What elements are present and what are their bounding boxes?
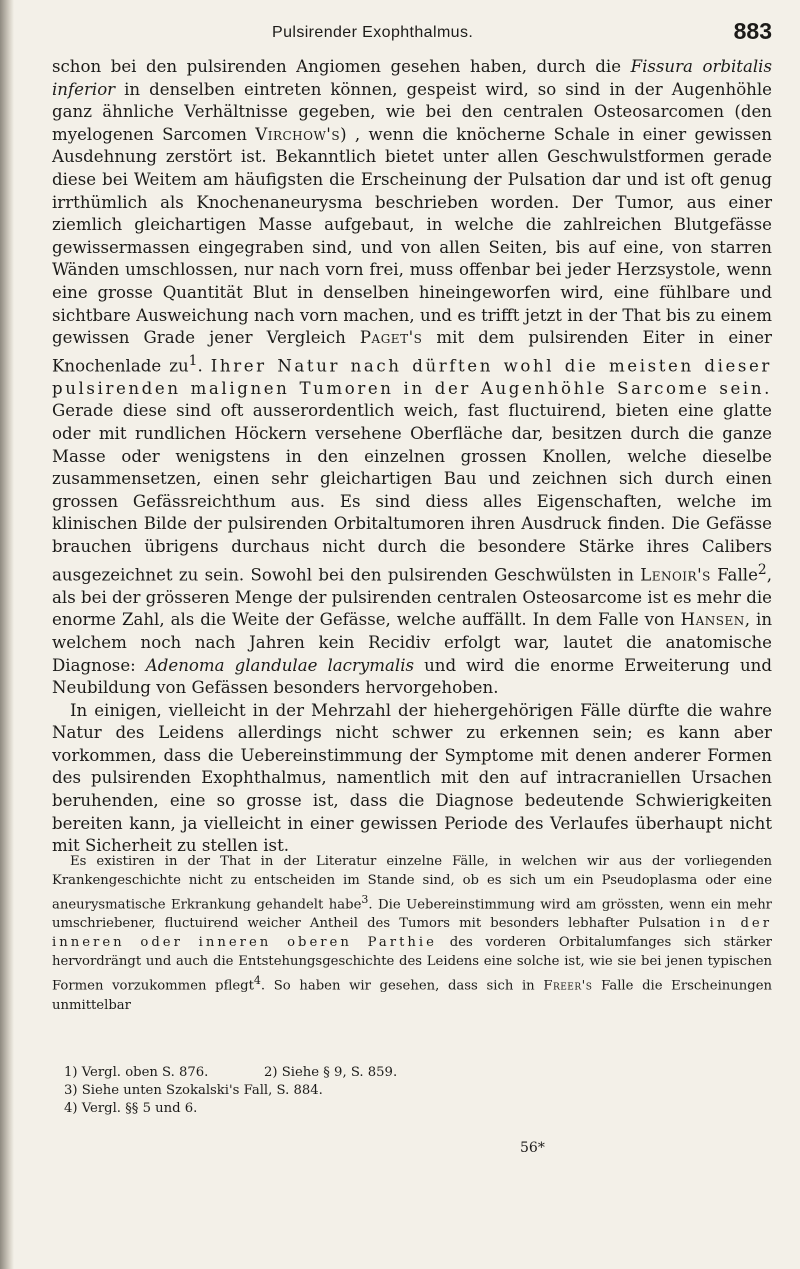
- footnote-ref-3: 3: [361, 893, 369, 906]
- author-name: Hansen: [680, 610, 745, 630]
- small-paragraph: Es existiren in der That in der Literatur einzelne Fälle, in welchen wir aus der vorliegenden Krankengeschichte nicht zu entscheiden im Stande sind, ob es sich um ein Pseudoplasma oder eine aneurysmatische Erkrankung gehandelt habe$^3$. Die Uebereinstimmung wird am grössten, wenn ein mehr umschriebener, fluctuirend weicher Antheil des Tumors mit besonders lebhafter Pulsation in der inneren oder inneren oberen Parthie des vorderen Orbitalumfanges sich stärker hervordrängt und auch die Entstehungsgeschichte des Leidens eine solche ist, wie sie bei jenen typischen Formen vorzukommen pflegt$^4$. So haben wir gesehen, dass sich in Freer's Falle die Erscheinungen unmittelbar: [52, 854, 773, 1013]
- diagnosis-term: Adenoma glandulae lacrymalis: [145, 655, 415, 675]
- emphasized-sentence: Ihrer Natur nach dürften wohl die meisten dieser pulsirenden malignen Tumoren in der Augenhöhle Sarcome sein.: [52, 356, 772, 398]
- main-text: [52, 56, 772, 858]
- sheet-signature: 56*: [520, 1140, 545, 1156]
- paragraph-1: schon bei den pulsirenden Angiomen gesehen haben, durch die Fissura orbitalis inferior in denselben eintreten können, gespeist wird, so sind in der Augenhöhle ganz ähnliche Verhältnisse gegeben, wie bei den centralen Osteosarcomen (den myelogenen Sarcomen Virchow's) , wenn die knöcherne Schale in einer gewissen Ausdehnung zerstört ist. Bekanntlich bietet unter allen Geschwulstformen gerade diese bei Weitem am häufigsten die Erscheinung der Pulsation dar und ist oft genug irrthümlich als Knochenaneurysma beschrieben worden. Der Tumor, aus einer ziemlich gleichartigen Masse aufgebaut, in welche die zahlreichen Blutgefässe gewissermassen eingegraben sind, und von allen Seiten, bis auf eine, von starren Wänden umschlossen, nur nach vorn frei, muss offenbar bei jeder Herzsystole, wenn eine grosse Quantität Blut in denselben hineingeworfen wird, eine fühlbare und sichtbare Ausweichung nach vorn machen, und es trifft jetzt in der That bis zu einem gewissen Grade jener Vergleich Paget's mit dem pulsirenden Eiter in einer Knochenlade $zu^1$. Ihrer Natur nach dürften wohl die meisten dieser pulsirenden malignen Tumoren in der Augenhöhle Sarcome sein. Gerade diese sind oft ausserordentlich weich, fast fluctuirend, bieten eine glatte oder mit rundlichen Höckern versehene Oberfläche dar, besitzen durch die ganze Masse oder wenigstens in den einzelnen grossen Knollen, welche dieselbe zusammensetzen, einen sehr gleichartigen Bau und zeichnen sich durch einen grossen Gefässreichthum aus. Es sind diess alles Eigenschaften, welche im klinischen Bilde der pulsirenden Orbitaltumoren ihren Ausdruck finden. Die Gefässe brauchen übrigens durchaus nicht durch die besondere Stärke ihres Calibers ausgezeichnet zu sein. Sowohl bei den pulsirenden Geschwülsten in Lenoir's Falle$^2$, als bei der grösseren Menge der pulsirenden centralen Osteosarcome ist es mehr die enorme Zahl, als die Weite der Gefässe, welche auffällt. In dem Falle von Hansen, in welchem noch nach Jahren kein Recidiv erfolgt war, lautet die anatomische Diagnose: Adenoma glandulae lacrymalis und wird die enorme Erweiterung und Neubildung von Gefässen besonders hervorgehoben.: [52, 57, 773, 698]
- footnote-ref-4: 4: [253, 974, 261, 988]
- author-name: Virchow's: [255, 124, 341, 144]
- running-title: Pulsirender Exophthalmus.: [272, 24, 474, 41]
- emphasized-phrase: in der inneren oder inneren oberen Parthie: [52, 916, 772, 951]
- small-print-section: [52, 852, 772, 1015]
- footnote-4: 4) Vergl. §§ 5 und 6.: [64, 1101, 198, 1116]
- author-name: Freer's: [543, 978, 593, 994]
- paragraph-2: In einigen, vielleicht in der Mehrzahl der hiehergehörigen Fälle dürfte die wahre Natur des Leidens allerdings nicht schwer zu erkennen sein; es kann aber vorkommen, dass die Uebereinstimmung der Symptome mit denen anderer Formen des pulsirenden Exophthalmus, namentlich mit den auf intracraniellen Ursachen beruhenden, eine so grosse ist, dass die Diagnose bedeutende Schwierigkeiten bereiten kann, ja vielleicht in einer gewissen Periode des Verlaufes überhaupt nicht mit Sicherheit zu stellen ist.: [52, 700, 772, 856]
- author-name: Paget's: [359, 328, 423, 348]
- page-number: 883: [733, 18, 772, 44]
- footnote-ref-2: 2: [757, 561, 767, 578]
- footnote-1: 1) Vergl. oben S. 876.: [64, 1065, 209, 1080]
- footnote-ref-1: 1: [188, 352, 198, 369]
- footnote-row: [64, 1064, 764, 1082]
- page-binding-edge: [0, 0, 14, 1269]
- author-name: Lenoir's: [640, 565, 711, 585]
- running-head: [52, 12, 772, 52]
- footnote-3: 3) Siehe unten Szokalski's Fall, S. 884.: [64, 1083, 323, 1098]
- footnote-2: 2) Siehe § 9, S. 859.: [264, 1065, 398, 1080]
- footnotes: [64, 1064, 764, 1118]
- term-fissura-orbitalis: Fissura orbitalis inferior: [52, 57, 772, 99]
